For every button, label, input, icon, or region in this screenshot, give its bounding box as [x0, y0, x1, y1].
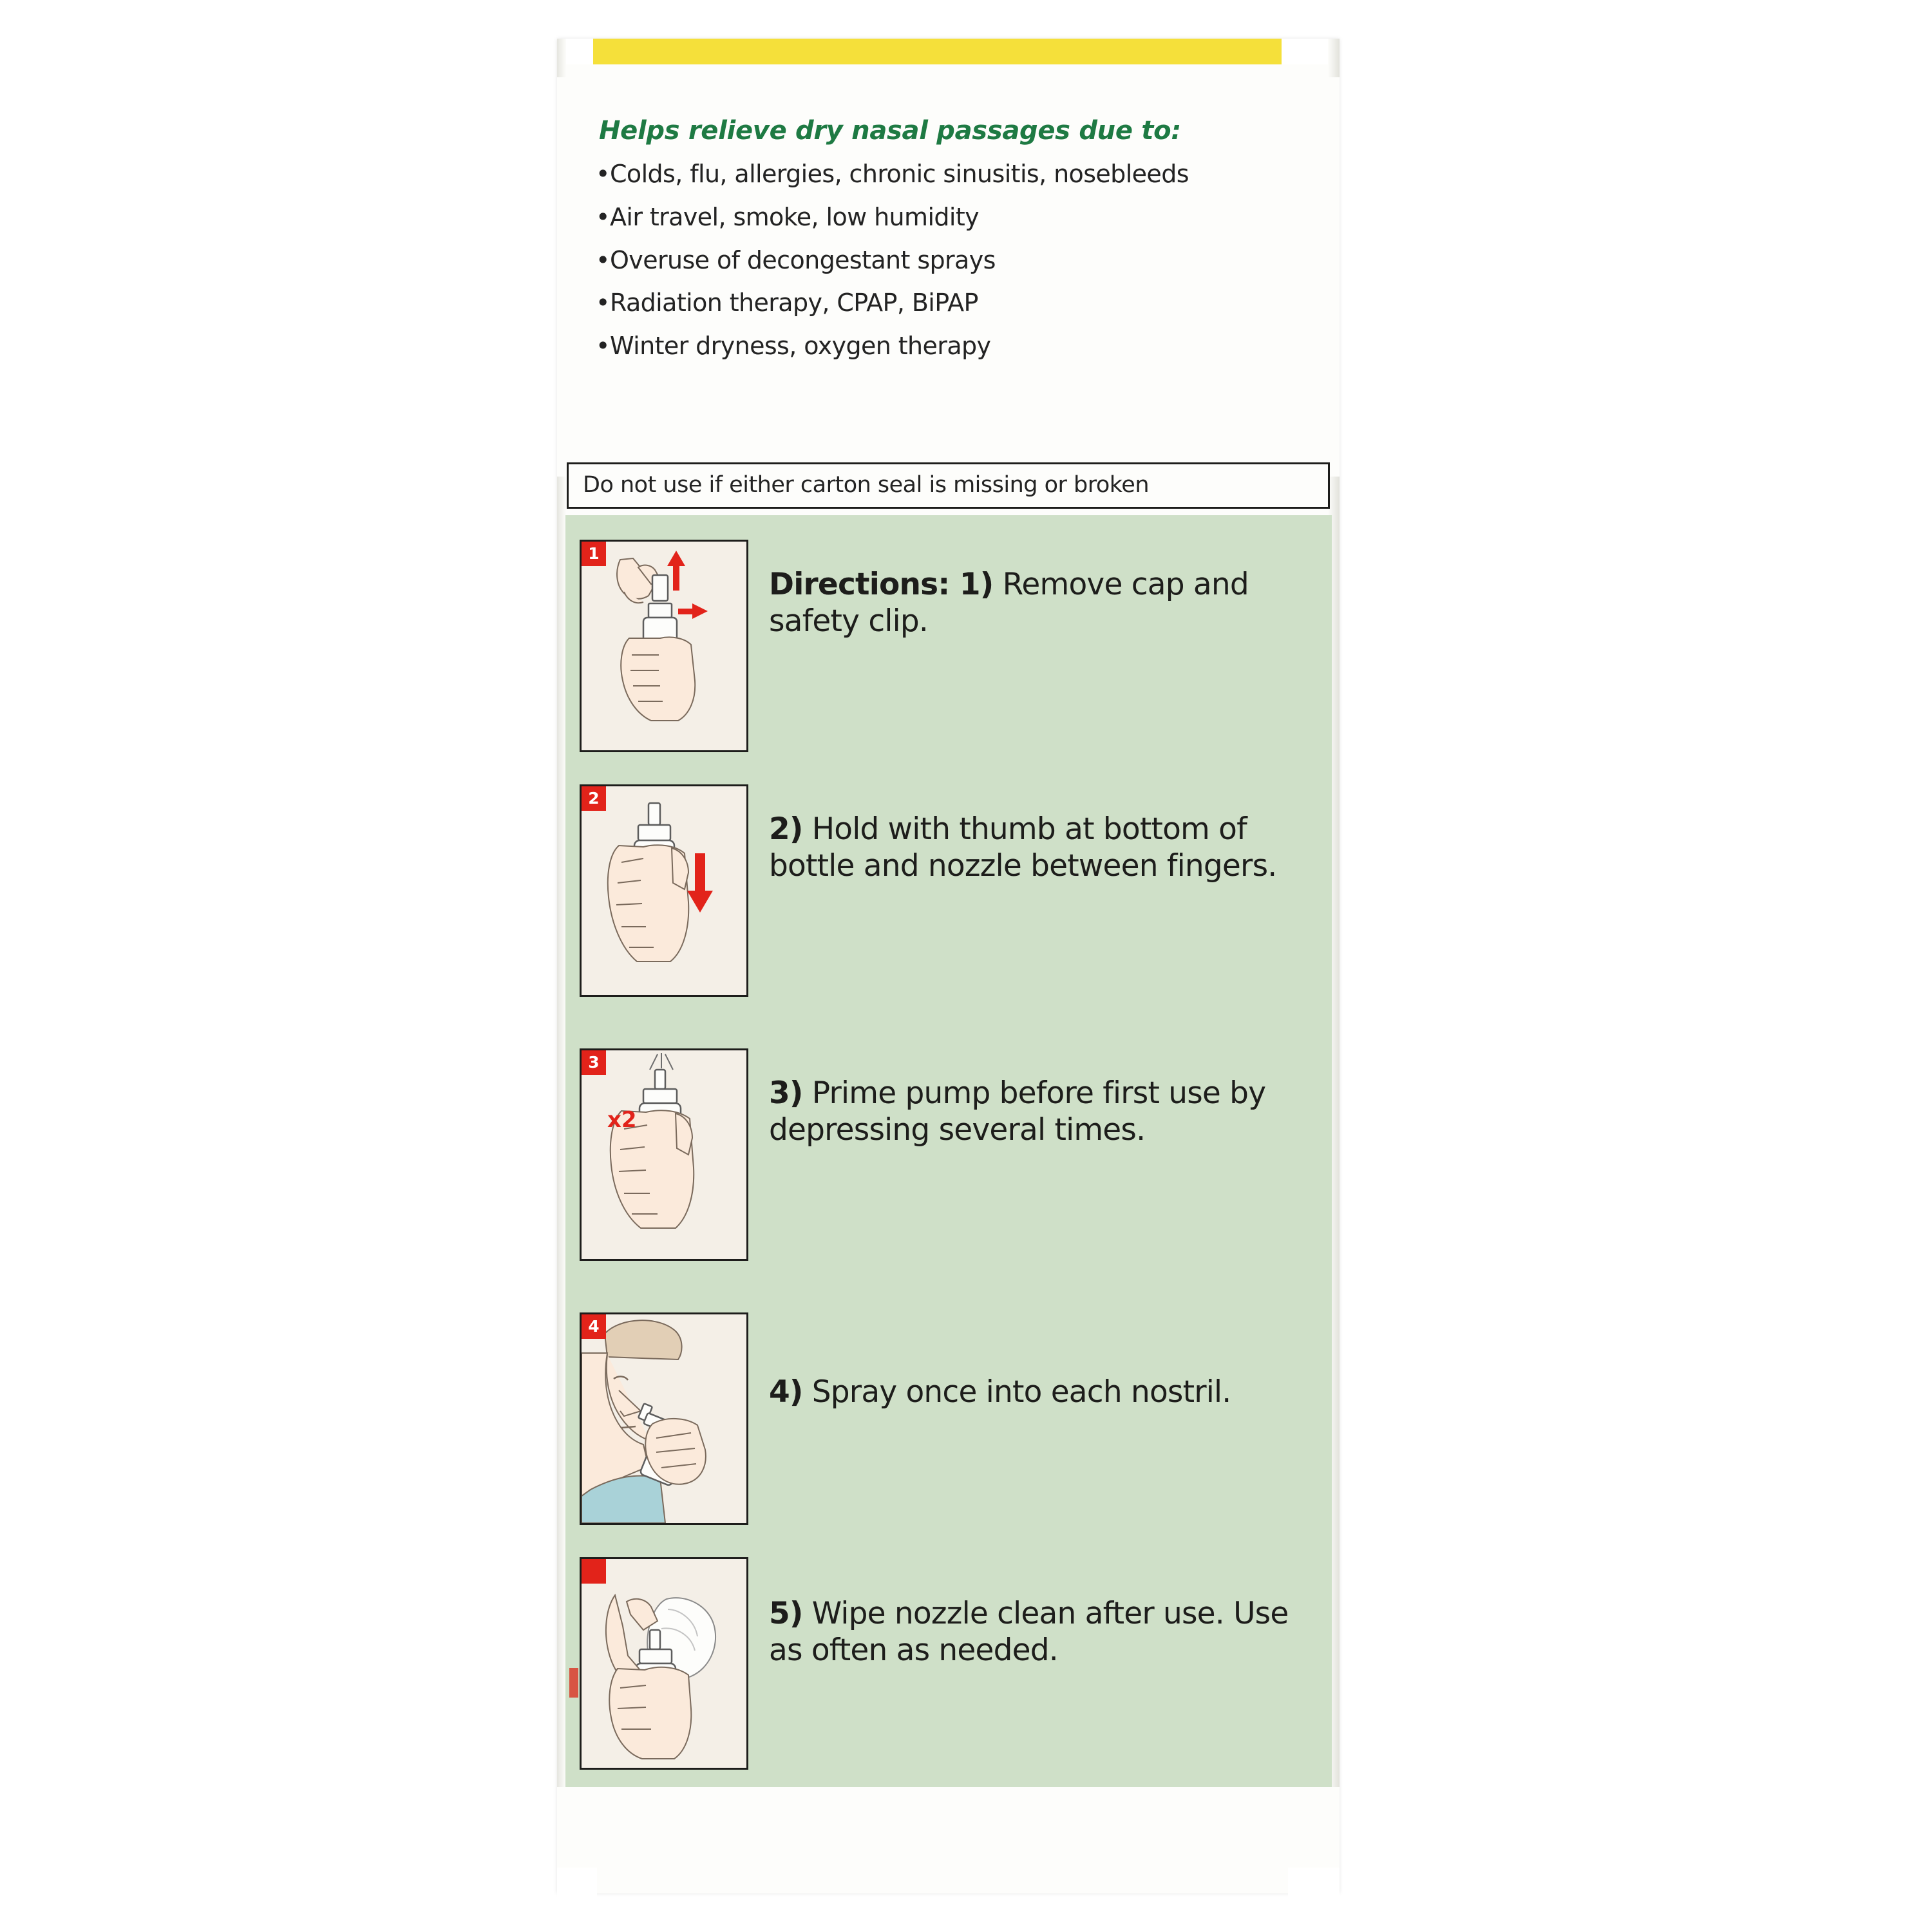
direction-step-5-lead: 5): [769, 1596, 803, 1631]
prime-pump-illustration: [580, 1048, 748, 1261]
direction-step-3-lead: 3): [769, 1075, 803, 1111]
uses-list-item: [596, 289, 1323, 317]
uses-list-item-label: Radiation therapy, CPAP, BiPAP: [610, 289, 978, 317]
direction-step-5-text: [769, 1557, 1303, 1669]
direction-step-1-lead: Directions: 1): [769, 567, 994, 602]
carton-bottom-band: [557, 1787, 1340, 1893]
direction-step-1-body: Remove cap and safety clip.: [769, 567, 1249, 639]
bullet-icon: •: [596, 289, 610, 317]
direction-step-4-body: Spray once into each nostril.: [802, 1374, 1231, 1410]
carton-seal-warning-box: [567, 462, 1330, 509]
direction-step-2-body: Hold with thumb at bottom of bottle and nozzle between fingers.: [769, 811, 1277, 884]
remove-cap-illustration: [580, 540, 748, 752]
uses-list-item-label: Air travel, smoke, low humidity: [610, 202, 980, 231]
uses-list-item-label: Overuse of decongestant sprays: [610, 245, 996, 274]
uses-heading: Helps relieve dry nasal passages due to:: [599, 116, 1181, 146]
bullet-icon: •: [596, 160, 610, 188]
direction-step-1-text: [769, 540, 1303, 640]
direction-step-5: [565, 1557, 1332, 1770]
direction-step-2: [565, 784, 1332, 997]
step-badge-4: 4: [582, 1314, 606, 1339]
spray-nostril-illustration: [580, 1312, 748, 1525]
direction-step-4: [565, 1312, 1332, 1525]
direction-step-2-lead: 2): [769, 811, 803, 847]
direction-step-5-body: Wipe nozzle clean after use. Use as often as needed.: [769, 1596, 1289, 1668]
hold-bottle-illustration: [580, 784, 748, 997]
directions-panel: [565, 515, 1332, 1787]
carton-top-flap-yellow: [567, 39, 1330, 66]
bullet-icon: •: [596, 202, 610, 231]
edge-print-mark: [569, 1668, 578, 1698]
bullet-icon: •: [596, 332, 610, 361]
prime-count-annotation: x2: [607, 1107, 637, 1133]
uses-list-item: [596, 203, 1323, 232]
bottom-flap-right-notch: [1288, 1868, 1340, 1897]
direction-step-3-text: [769, 1048, 1303, 1149]
uses-list-item-label: Colds, flu, allergies, chronic sinusitis, nosebleeds: [610, 160, 1189, 188]
uses-list-item-label: Winter dryness, oxygen therapy: [610, 332, 991, 361]
direction-step-4-lead: 4): [769, 1374, 803, 1410]
direction-step-4-text: [769, 1312, 1303, 1411]
wipe-nozzle-illustration: [580, 1557, 748, 1770]
direction-step-3-body: Prime pump before first use by depressing several times.: [769, 1075, 1266, 1148]
direction-step-2-text: [769, 784, 1303, 885]
direction-step-3: [565, 1048, 1332, 1261]
step-badge-1: 1: [582, 542, 606, 566]
uses-list-item: [596, 160, 1323, 189]
direction-step-1: [565, 540, 1332, 752]
step-badge-2: 2: [582, 786, 606, 811]
uses-list: [596, 160, 1323, 375]
bullet-icon: •: [596, 245, 610, 274]
uses-list-item: [596, 332, 1323, 361]
step-badge-5: [582, 1559, 606, 1584]
uses-list-item: [596, 246, 1323, 275]
step-badge-3: 3: [582, 1050, 606, 1075]
bottom-flap-left-notch: [557, 1868, 597, 1897]
uses-panel: [557, 77, 1340, 477]
carton-seal-warning-text: Do not use if either carton seal is missing or broken: [583, 472, 1150, 498]
